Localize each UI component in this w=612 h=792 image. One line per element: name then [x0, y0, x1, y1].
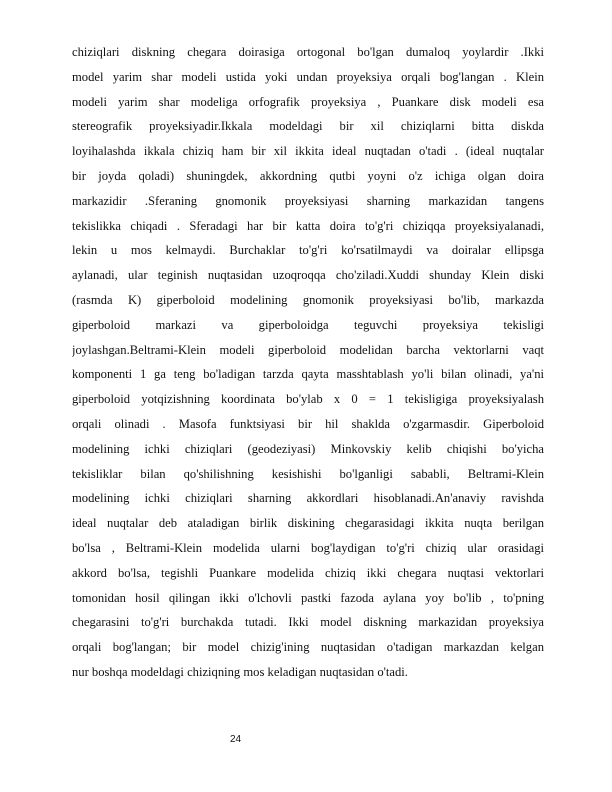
text-line-20: ideal nuqtalar deb ataladigan birlik diskining chegarasidagi ikkita nuqta berilgan — [72, 516, 544, 531]
text-line-21: bo'lsa , Beltrami-Klein modelida ularni bog'laydigan to'g'ri chiziq ular orasidagi — [72, 540, 544, 555]
text-line-5: loyihalashda ikkala chiziq ham bir xil ikkita ideal nuqtadan o'tadi . (ideal nuqtalar — [72, 144, 544, 159]
text-line-8: tekislikka chiqadi . Sferadagi har bir katta doira to'g'ri chiziqqa proyeksiyalanadi, — [72, 218, 544, 233]
text-line-23: tomonidan hosil qilingan ikki o'lchovli pastki fazoda aylana yoy bo'lib , to'pning — [72, 590, 544, 605]
text-line-6: bir joyda qoladi) shuningdek, akkordning qutbi yoyni o'z ichiga olgan doira — [72, 168, 544, 183]
text-line-7: markazidir .Sferaning gnomonik proyeksiyasi sharning markazidan tangens — [72, 193, 544, 208]
text-line-1: chiziqlari diskning chegara doirasiga ortogonal bo'lgan dumaloq yoylardir .Ikki — [72, 45, 544, 59]
text-line-13: joylashgan.Beltrami-Klein modeli giperboloid modelidan barcha vektorlarni vaqt — [72, 342, 544, 357]
text-line-3: modeli yarim shar modeliga orfografik proyeksiya , Puankare disk modeli esa — [72, 94, 544, 109]
text-line-24: chegarasini to'g'ri burchakda tutadi. Ikki model diskning markazidan proyeksiya — [72, 615, 544, 630]
text-line-19: modelining ichki chiziqlari sharning akkordlari hisoblanadi.An'anaviy ravishda — [72, 491, 544, 506]
page-number: 24 — [230, 734, 242, 745]
text-line-2: model yarim shar modeli ustida yoki undan proyeksiya orqali bog'langan . Klein — [72, 69, 544, 84]
text-line-15: giperboloid yotqizishning koordinata bo'ylab x 0 = 1 tekisligiga proyeksiyalash — [72, 392, 544, 407]
text-line-10: aylanadi, ular teginish nuqtasidan uzoqroqqa cho'ziladi.Xuddi shunday Klein diski — [72, 268, 544, 283]
text-line-14: komponenti 1 ga teng bo'ladigan tarzda qayta masshtablash yo'li bilan olinadi, ya'ni — [72, 367, 544, 382]
document-body — [72, 40, 544, 685]
text-line-12: giperboloid markazi va giperboloidga teguvchi proyeksiya tekisligi — [72, 317, 544, 332]
text-line-11: (rasmda K) giperboloid modelining gnomonik proyeksiyasi bo'lib, markazda — [72, 292, 544, 307]
text-line-9: lekin u mos kelmaydi. Burchaklar to'g'ri ko'rsatilmaydi va doiralar ellipsga — [72, 243, 544, 258]
text-line-25: orqali bog'langan; bir model chizig'ining nuqtasidan o'tadigan markazdan kelgan — [72, 640, 544, 655]
text-line-17: modelining ichki chiziqlari (geodeziyasi) Minkovskiy kelib chiqishi bo'yicha — [72, 441, 544, 456]
text-line-4: stereografik proyeksiyadir.Ikkala modeldagi bir xil chiziqlarni bitta diskda — [72, 119, 544, 134]
text-line-18: tekisliklar bilan qo'shilishning kesishishi bo'lganligi sababli, Beltrami-Klein — [72, 466, 544, 481]
text-line-22: akkord bo'lsa, tegishli Puankare modelida chiziq ikki chegara nuqtasi vektorlari — [72, 565, 544, 580]
text-line-16: orqali olinadi . Masofa funktsiyasi bir hil shaklda o'zgarmasdir. Giperboloid — [72, 416, 544, 431]
text-line-26: nur boshqa modeldagi chiziqning mos keladigan nuqtasidan o'tadi. — [72, 664, 408, 679]
